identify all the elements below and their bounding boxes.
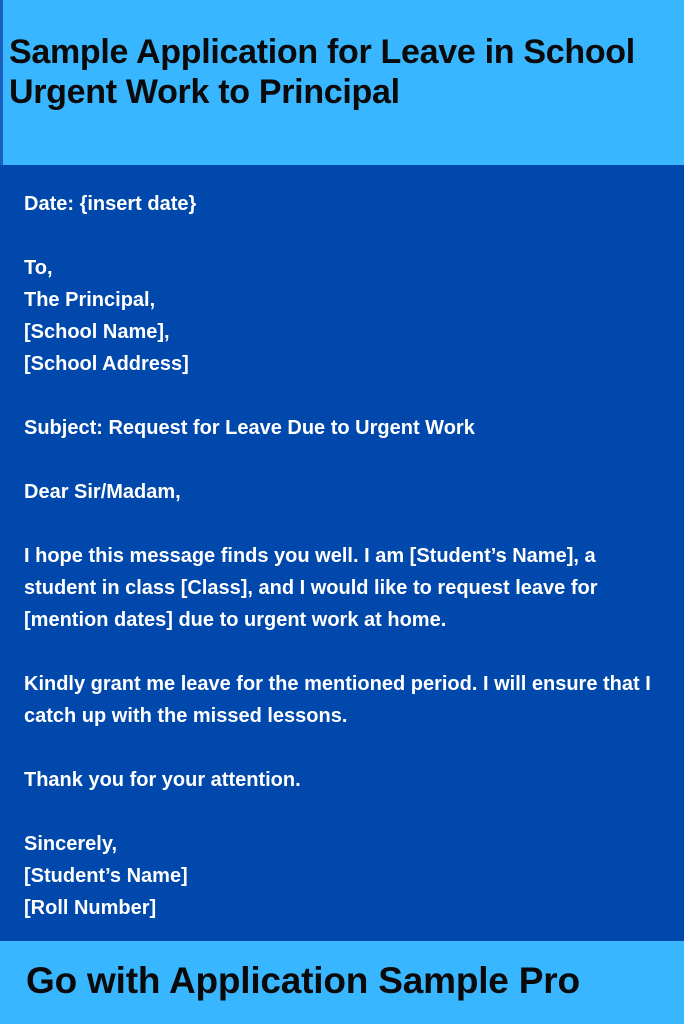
page-title: Sample Application for Leave in School Urgent Work to Principal: [9, 33, 635, 111]
body-paragraph-thanks: Thank you for your attention.: [24, 769, 301, 791]
closing-student-name: [Student’s Name]: [24, 865, 188, 887]
title-banner: [0, 0, 684, 165]
letter-body: [24, 188, 664, 924]
body-paragraph-request: I hope this message finds you well. I am [Student’s Name], a student in class [Class], and I would like to request leave for [mention dates] due to urgent work at home.: [24, 545, 598, 631]
closing-sincerely: Sincerely,: [24, 833, 118, 855]
date-line: Date: {insert date}: [24, 193, 197, 215]
recipient-address: [24, 252, 664, 380]
closing-signature: [24, 828, 664, 924]
closing-roll-number: [Roll Number]: [24, 897, 157, 919]
salutation: Dear Sir/Madam,: [24, 481, 181, 503]
footer-brand-text: Go with Application Sample Pro: [26, 960, 580, 1001]
body-paragraph-assurance: Kindly grant me leave for the mentioned period. I will ensure that I catch up with the missed lessons.: [24, 673, 651, 727]
subject-line: Subject: Request for Leave Due to Urgent Work: [24, 417, 475, 439]
address-line-school-name: [School Name],: [24, 321, 170, 343]
address-line-to: To,: [24, 257, 53, 279]
footer-banner: [0, 941, 684, 1024]
address-line-principal: The Principal,: [24, 289, 156, 311]
address-line-school-address: [School Address]: [24, 353, 189, 375]
